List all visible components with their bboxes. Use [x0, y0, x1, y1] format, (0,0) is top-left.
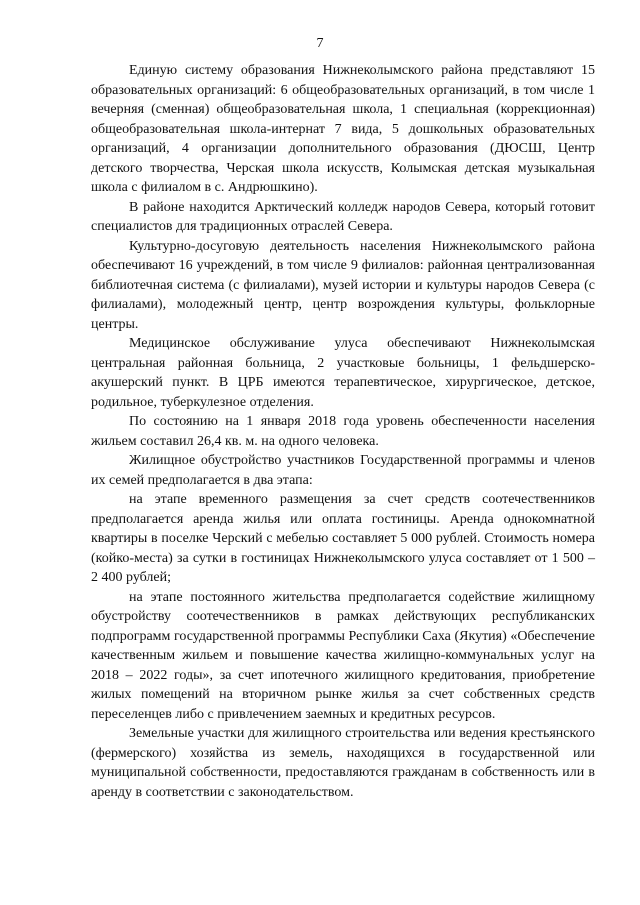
paragraph-medical: Медицинское обслуживание улуса обеспечивают Нижнеколымская центральная районная больница, 2 участковые больницы, 1 фельдшерско-акушерский пункт. В ЦРБ имеются терапевтическое, хирургическое, детское, родильное, туберкулезное отделения.	[91, 336, 595, 410]
paragraph-college: В районе находится Арктический колледж народов Севера, который готовит специалистов для традиционных отраслей Севера.	[91, 199, 595, 234]
paragraph-culture: Культурно-досуговую деятельность населения Нижнеколымского района обеспечивают 16 учреждений, в том числе 9 филиалов: районная централизованная библиотечная система (с филиалами), музей истории и культуры народов Севера (с филиалами), молодежный центр, центр возрождения культуры, фольклорные центры.	[91, 238, 595, 332]
paragraph-land-plots: Земельные участки для жилищного строительства или ведения крестьянского (фермерского) хозяйства из земель, находящихся в государственной или муниципальной собственности, предоставляются гражданам в собственность или в аренду в соответствии с законодательством.	[91, 726, 595, 800]
paragraph-permanent-stage: на этапе постоянного жительства предполагается содействие жилищному обустройству соотечественников в рамках действующих республиканских подпрограмм государственной программы Республики Саха (Якутия) «Обеспечение качественным жильем и повышение качества жилищно-коммунальных услуг на 2018 – 2022 годы», за счет ипотечного жилищного кредитования, приобретение жилых помещений на вторичном рынке жилья за счет собственных средств переселенцев либо с привлечением заемных и кредитных ресурсов.	[91, 589, 595, 722]
paragraph-education: Единую систему образования Нижнеколымского района представляют 15 образовательных организаций: 6 общеобразовательных организаций, в том числе 1 вечерняя (сменная) общеобразовательная школа, 1 специальная (коррекционная) общеобразовательная школа-интернат 7 вида, 5 дошкольных образовательных организаций, 4 организации дополнительного образования (ДЮСШ, Центр детского творчества, Черская школа искусств, Колымская детская музыкальная школа с филиалом в с. Андрюшкино).	[91, 63, 595, 195]
page-number: 7	[316, 36, 324, 51]
paragraph-housing-stats: По состоянию на 1 января 2018 года уровень обеспеченности населения жильем составил 26,4 кв. м. на одного человека.	[91, 414, 595, 449]
paragraph-temporary-stage: на этапе временного размещения за счет средств соотечественников предполагается аренда жилья или оплата гостиницы. Аренда однокомнатной квартиры в поселке Черский с мебелью составляет 5 000 рублей. Стоимость номера (койко-места) за сутки в гостиницах Нижнеколымского улуса составляет от 1 500 – 2 400 рублей;	[91, 492, 595, 585]
paragraph-housing-stages: Жилищное обустройство участников Государственной программы и членов их семей предполагается в два этапа:	[91, 453, 595, 488]
document-body	[91, 61, 595, 802]
